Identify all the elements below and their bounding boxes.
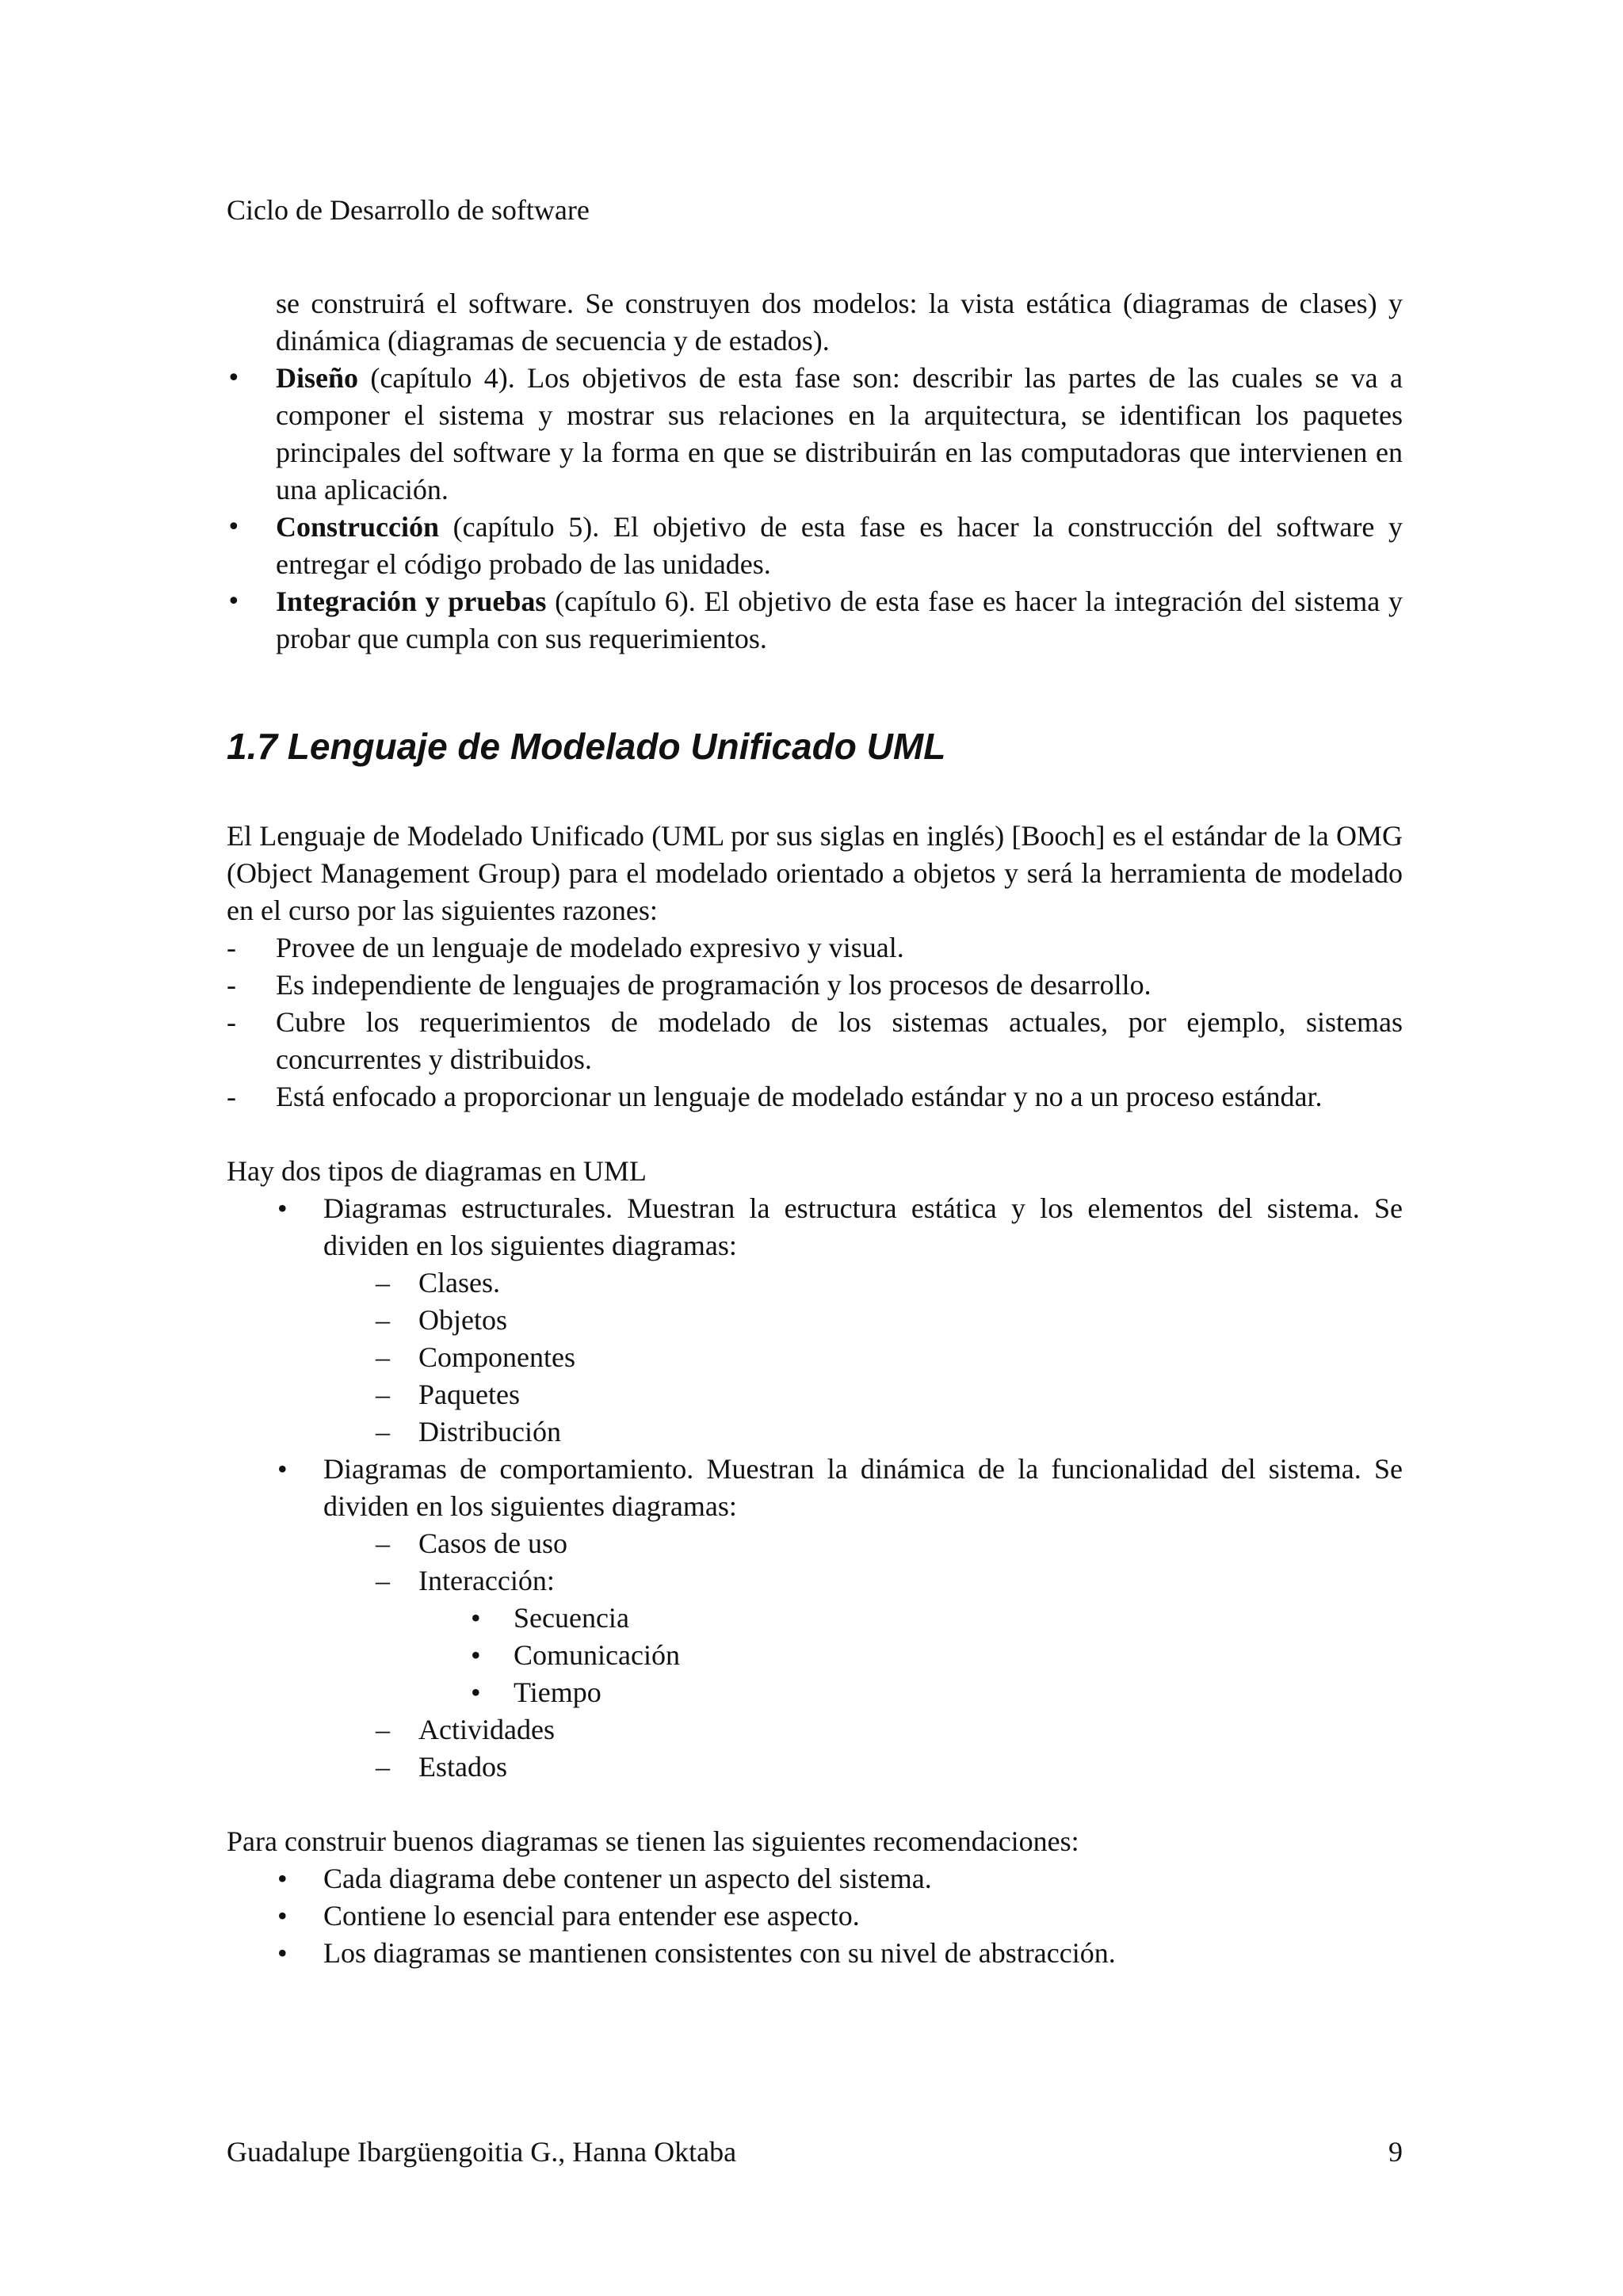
- interaction-diagram-name: • Secuencia: [468, 1600, 1403, 1637]
- footer-authors: Guadalupe Ibargüengoitia G., Hanna Oktaba: [227, 2136, 737, 2168]
- structural-diagrams-text: Diagramas estructurales. Muestran la estructura estática y los elementos del sistema. Se dividen en los siguientes diagramas:: [323, 1192, 1403, 1261]
- recommendation-item: • Contiene lo esencial para entender ese aspecto.: [274, 1897, 1403, 1935]
- behavioral-diagrams-item: [274, 1451, 1403, 1786]
- behavioral-diagrams-sublist: [372, 1525, 1403, 1786]
- page-number: 9: [1388, 2136, 1403, 2168]
- phase-term: Integración y pruebas: [276, 585, 547, 617]
- page-content: [227, 285, 1403, 1972]
- section-heading: 1.7 Lenguaje de Modelado Unificado UML: [227, 726, 946, 767]
- reason-item: - Es independiente de lenguajes de programación y los procesos de desarrollo.: [227, 967, 1403, 1004]
- structural-diagrams-item: [274, 1190, 1403, 1451]
- continuation-paragraph: se construirá el software. Se construyen dos modelos: la vista estática (diagramas de clases) y dinámica (diagramas de secuencia y de estados).: [276, 288, 1403, 357]
- recommendations-intro: Para construir buenos diagramas se tienen las siguientes recomendaciones:: [227, 1825, 1079, 1857]
- phase-term: Construcción: [276, 511, 439, 543]
- diagram-name: – Clases.: [372, 1264, 1403, 1302]
- diagram-types-list: [274, 1190, 1403, 1786]
- diagram-name: Interacción:: [418, 1565, 555, 1596]
- phase-text: (capítulo 5). El objetivo de esta fase es hacer la construcción del software y entregar el código probado de las unidades.: [276, 511, 1403, 580]
- reason-item: - Provee de un lenguaje de modelado expresivo y visual.: [227, 929, 1403, 967]
- recommendations-list: [274, 1860, 1403, 1972]
- diagram-name: – Paquetes: [372, 1376, 1403, 1413]
- phase-list: [227, 360, 1403, 658]
- behavioral-diagrams-text: Diagramas de comportamiento. Muestran la dinámica de la funcionalidad del sistema. Se dividen en los siguientes diagramas:: [323, 1453, 1403, 1522]
- uml-paragraph: El Lenguaje de Modelado Unificado (UML por sus siglas en inglés) [Booch] es el estándar de la OMG (Object Management Group) para el modelado orientado a objetos y será la herramienta de modelado en el curso por las siguientes razones:: [227, 820, 1403, 926]
- page-footer: [227, 2134, 1403, 2171]
- diagram-name: – Casos de uso: [372, 1525, 1403, 1562]
- diagram-name: – Distribución: [372, 1413, 1403, 1451]
- phase-text: (capítulo 4). Los objetivos de esta fase son: describir las partes de las cuales se va a componer el sistema y mostrar sus relaciones en la arquitectura, se identifican los paquetes principales del software y la forma en que se distribuirán en las computadoras que intervienen en una aplicación.: [276, 362, 1403, 505]
- phase-item: [227, 583, 1403, 658]
- diagram-name: – Actividades: [372, 1711, 1403, 1749]
- phase-text: (capítulo 6). El objetivo de esta fase es hacer la integración del sistema y probar que cumpla con sus requerimientos.: [276, 585, 1403, 654]
- running-header: Ciclo de Desarrollo de software: [227, 194, 590, 226]
- recommendation-item: • Cada diagrama debe contener un aspecto del sistema.: [274, 1860, 1403, 1897]
- diagram-name: – Objetos: [372, 1302, 1403, 1339]
- diagram-name: – Componentes: [372, 1339, 1403, 1376]
- phase-item: [227, 509, 1403, 583]
- phase-term: Diseño: [276, 362, 359, 394]
- reasons-list: [227, 929, 1403, 1116]
- recommendation-item: • Los diagramas se mantienen consistentes con su nivel de abstracción.: [274, 1935, 1403, 1972]
- interaction-item: [372, 1562, 1403, 1711]
- structural-diagrams-sublist: [372, 1264, 1403, 1451]
- diagram-types-intro: Hay dos tipos de diagramas en UML: [227, 1155, 647, 1187]
- interaction-sublist: [468, 1600, 1403, 1711]
- interaction-diagram-name: • Tiempo: [468, 1674, 1403, 1711]
- diagram-name: – Estados: [372, 1749, 1403, 1786]
- reason-item: - Está enfocado a proporcionar un lenguaje de modelado estándar y no a un proceso estándar.: [227, 1078, 1403, 1116]
- interaction-diagram-name: • Comunicación: [468, 1637, 1403, 1674]
- reason-item: - Cubre los requerimientos de modelado de los sistemas actuales, por ejemplo, sistemas concurrentes y distribuidos.: [227, 1004, 1403, 1078]
- phase-item: [227, 360, 1403, 509]
